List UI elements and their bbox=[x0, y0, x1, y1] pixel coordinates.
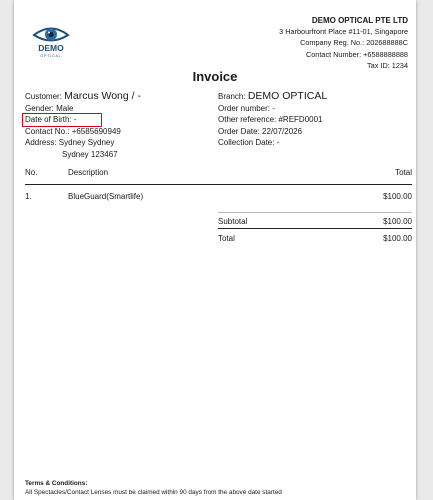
terms-heading: Terms & Conditions: bbox=[25, 480, 88, 487]
subtotal-value: $100.00 bbox=[383, 217, 412, 226]
terms-line: All Spectacles/Contact Lenses must be claimed within 90 days from the above date started bbox=[25, 489, 282, 496]
subtotal-row bbox=[218, 212, 412, 229]
invoice-title: Invoice bbox=[192, 69, 238, 84]
header-no: No. bbox=[25, 168, 38, 177]
logo-subtext: OPTICAL bbox=[40, 54, 62, 58]
address-row: Address: Sydney Sydney bbox=[25, 138, 115, 148]
total-label: Total bbox=[218, 234, 235, 243]
collection-date-row: Collection Date: - bbox=[218, 138, 280, 148]
logo-text: DEMO bbox=[38, 43, 64, 53]
dob-row: Date of Birth: - bbox=[25, 115, 77, 125]
company-name: DEMO OPTICAL PTE LTD bbox=[311, 16, 408, 25]
item-total: $100.00 bbox=[383, 192, 412, 201]
total-row bbox=[218, 228, 412, 245]
customer-label: Customer: bbox=[25, 92, 62, 101]
contact-row: Contact No.: +6585690949 bbox=[25, 126, 121, 136]
header-total: Total bbox=[395, 168, 412, 177]
total-value: $100.00 bbox=[383, 234, 412, 243]
item-no: 1. bbox=[25, 192, 32, 201]
branch-label: Branch: bbox=[218, 92, 246, 101]
terms-section bbox=[25, 479, 282, 497]
order-info bbox=[218, 91, 327, 149]
header-description: Description bbox=[68, 168, 109, 177]
invoice-page bbox=[14, 0, 416, 500]
company-address: 3 Harbourfront Place #11-01, Singapore bbox=[279, 27, 408, 37]
item-description: BlueGuard(Smartlife) bbox=[68, 192, 144, 201]
dob-highlight-box bbox=[22, 113, 102, 127]
customer-row bbox=[25, 91, 141, 103]
other-reference-row: Other reference: #REFD0001 bbox=[218, 115, 323, 125]
company-details bbox=[279, 15, 408, 71]
branch-row bbox=[218, 91, 327, 103]
company-tax: Tax ID: 1234 bbox=[367, 60, 408, 70]
subtotal-label: Subtotal bbox=[218, 217, 248, 226]
company-logo bbox=[28, 17, 74, 63]
address-row-2: Sydney 123467 bbox=[62, 149, 118, 159]
company-contact: Contact Number: +6588888888 bbox=[305, 49, 408, 59]
order-number-row: Order number: - bbox=[218, 103, 275, 113]
gender-row: Gender: Male bbox=[25, 103, 74, 113]
table-header bbox=[25, 168, 412, 185]
order-date-row: Order Date: 22/07/2026 bbox=[218, 126, 303, 136]
company-reg: Company Reg. No.: 202688888C bbox=[300, 38, 408, 48]
branch-name: DEMO OPTICAL bbox=[247, 90, 328, 102]
customer-name: Marcus Wong / - bbox=[64, 90, 141, 102]
table-row bbox=[25, 192, 412, 208]
